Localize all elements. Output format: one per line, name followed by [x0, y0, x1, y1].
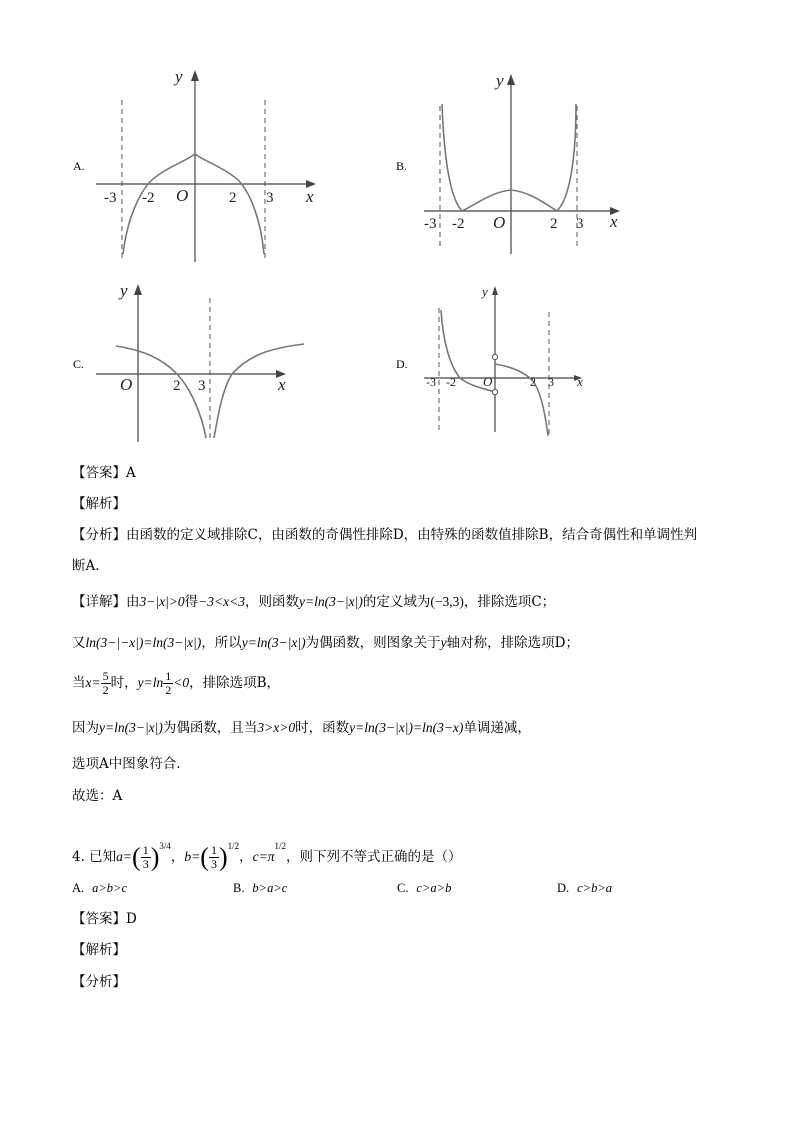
text: 时，函数	[295, 720, 350, 736]
fraction-den: 2	[102, 683, 109, 697]
text: ，	[170, 849, 185, 865]
graph-c-origin: O	[120, 375, 133, 394]
math: x=	[85, 675, 101, 690]
paren-close: )	[218, 842, 228, 872]
graph-d	[420, 282, 600, 442]
option-a-letter: A.	[73, 159, 85, 173]
graph-c-y-label: y	[120, 281, 128, 300]
graph-a-y-label: y	[175, 67, 183, 86]
graph-b-tick: -2	[452, 216, 465, 232]
graph-a-tick: -3	[104, 190, 117, 206]
math: y	[440, 635, 447, 650]
text: ，	[239, 849, 253, 865]
paren-open: (	[200, 842, 209, 872]
math: a=	[116, 849, 133, 864]
fraction-num: 1	[210, 843, 217, 857]
graph-d-tick: -2	[446, 375, 456, 389]
text: 当	[72, 675, 86, 691]
math: y=ln(3−|x|)	[298, 594, 363, 609]
q4-option-d	[557, 878, 612, 898]
option-label: B.	[233, 881, 245, 895]
analysis-q4: 【解析】	[72, 942, 126, 958]
fraction-num: 1	[142, 843, 149, 857]
math: y=ln(3−|x|)	[99, 720, 163, 735]
graph-d-y-label: y	[482, 284, 488, 299]
math: ln(3−|−x|)=ln(3−|x|)	[85, 635, 202, 650]
graph-a-tick: 3	[266, 190, 274, 206]
graph-a-origin: O	[176, 186, 189, 205]
graph-d-tick: 2	[530, 375, 536, 389]
option-text: a>b>c	[92, 881, 128, 895]
detail-line-4	[72, 718, 531, 738]
text: 轴对称，排除选项D；	[446, 635, 579, 651]
detail-line-3	[72, 665, 280, 701]
fenxi-q3-line1: 【分析】由函数的定义域排除C，由函数的奇偶性排除D，由特殊的函数值排除B，结合奇偶性和单调性判	[72, 527, 698, 543]
text: 为偶函数，且当	[162, 720, 258, 736]
option-b-letter: B.	[396, 159, 408, 173]
text: ，所以	[201, 635, 242, 651]
question-4	[72, 826, 462, 872]
text: 因为	[72, 720, 99, 736]
answer-q4: 【答案】D	[72, 911, 137, 927]
exponent: 1/2	[274, 841, 287, 851]
fraction-num: 1	[165, 669, 172, 683]
detail-line-1	[72, 592, 555, 612]
graph-a	[92, 62, 324, 267]
detail-line-5: 选项A中图象符合.	[72, 756, 181, 772]
text: 又	[72, 635, 86, 651]
text: ，排除选项B，	[189, 675, 281, 691]
q4-option-c	[397, 878, 451, 898]
graph-b-tick: 3	[576, 216, 584, 232]
text: ，则函数	[244, 594, 299, 610]
text: 得	[184, 594, 199, 610]
detail-line-2	[72, 633, 579, 653]
fraction	[141, 844, 151, 871]
fenxi-q3-line2: 断A.	[72, 558, 100, 574]
q4-option-a	[72, 878, 127, 898]
fraction-den: 2	[165, 683, 172, 697]
option-label: D.	[557, 881, 570, 895]
graph-b-tick: -3	[424, 216, 437, 232]
math: c=π	[252, 849, 275, 864]
fraction	[101, 670, 111, 697]
fraction	[163, 670, 173, 697]
graph-d-x-label: x	[577, 374, 583, 389]
fraction-den: 3	[142, 857, 149, 871]
analysis-q3: 【解析】	[72, 496, 126, 512]
option-text: b>a>c	[252, 881, 288, 895]
math: b=	[184, 849, 201, 864]
math: y=ln(3−|x|)=ln(3−x)	[349, 720, 464, 735]
answer-q3: 【答案】A	[72, 465, 136, 481]
exponent: 1/2	[227, 841, 240, 851]
graph-b-x-label: x	[610, 212, 618, 231]
fraction-num: 5	[102, 669, 109, 683]
exponent: 3/4	[159, 841, 171, 851]
fraction-den: 3	[210, 857, 217, 871]
graph-a-tick: -2	[142, 190, 155, 206]
math: y=ln(3−|x|)	[241, 635, 306, 650]
graph-c-x-label: x	[278, 375, 286, 394]
text: 【详解】由	[72, 594, 140, 610]
option-label: C.	[397, 881, 409, 895]
math: y=ln	[137, 675, 164, 690]
text: 时，	[110, 675, 138, 691]
detail-line-6: 故选：A	[72, 788, 123, 804]
graph-c	[92, 280, 312, 445]
graph-d-tick: -3	[426, 375, 436, 389]
q4-option-b	[233, 878, 287, 898]
graph-b-origin: O	[493, 213, 506, 232]
graph-d-origin: O	[483, 374, 493, 389]
math: 3>x>0	[257, 720, 296, 735]
math: (−3,3)	[430, 594, 464, 609]
graph-b-tick: 2	[550, 216, 558, 232]
text: ，排除选项C；	[463, 594, 556, 610]
option-c-letter: C.	[73, 357, 85, 371]
paren-close: )	[150, 842, 160, 872]
question-number: 4. 已知	[72, 849, 117, 865]
math: <0	[173, 675, 190, 690]
text: 的定义域为	[362, 594, 431, 610]
graph-a-x-label: x	[306, 187, 314, 206]
graph-c-tick: 3	[198, 378, 206, 394]
graph-a-tick: 2	[229, 190, 237, 206]
text: ，则下列不等式正确的是（）	[286, 849, 462, 865]
graph-b-y-label: y	[496, 71, 504, 90]
paren-open: (	[132, 842, 141, 872]
option-text: c>a>b	[416, 881, 452, 895]
text: 单调递减，	[463, 720, 531, 736]
graph-c-tick: 2	[173, 378, 181, 394]
fenxi-q4: 【分析】	[72, 974, 126, 990]
math: −3<x<3	[198, 594, 245, 609]
graph-d-tick: 3	[548, 375, 554, 389]
graph-b	[420, 68, 630, 258]
option-label: A.	[72, 881, 85, 895]
option-d-letter: D.	[396, 357, 408, 371]
fraction	[209, 844, 219, 871]
math: 3−|x|>0	[139, 594, 185, 609]
option-text: c>b>a	[577, 881, 613, 895]
text: 为偶函数，则图象关于	[305, 635, 441, 651]
